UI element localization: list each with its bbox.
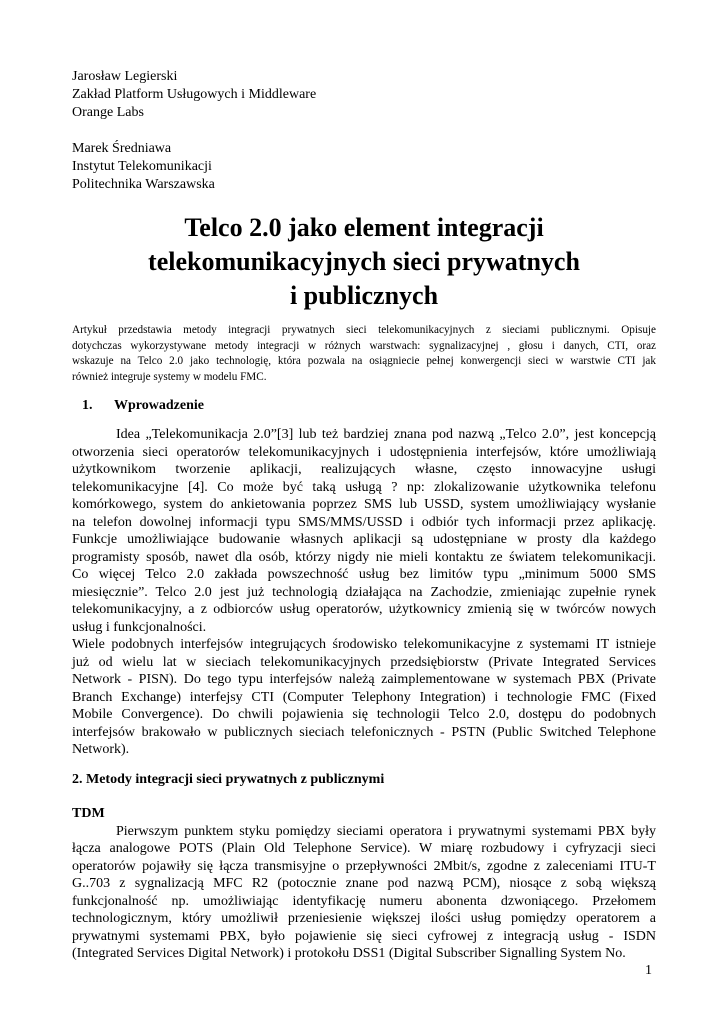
author-block-2 bbox=[72, 140, 656, 194]
paragraph-introduction bbox=[72, 426, 656, 636]
author-organization: Orange Labs bbox=[72, 105, 144, 120]
page-number: 1 bbox=[645, 963, 652, 978]
text-line: programisty sposób, nawet dla osób, którzy nigdy nie mieli kontaktu ze światem telekomunikacji. bbox=[72, 549, 656, 565]
text-line: miesięcznie”. Telco 2.0 jest już technologią działająca na Zachodzie, zmieniając zupełnie rynek bbox=[72, 584, 656, 600]
text-line: użytkownikom tworzenie aplikacji, realizujących własne, często innowacyjne usługi bbox=[72, 462, 656, 477]
section-title: Wprowadzenie bbox=[114, 398, 204, 413]
text-line: telekomunikacyjne [4]. Co może być taką usługą ? np: zlokalizowanie użytkownika telefonu bbox=[72, 479, 656, 495]
author-name: Marek Średniawa bbox=[72, 141, 172, 156]
paragraph-tdm bbox=[72, 823, 656, 963]
text-line: technologicznym, który umożliwił przeniesienie większej ilości usług pomiędzy operatorem a bbox=[72, 911, 656, 926]
text-line: Branch Exchange) interfejsy CTI (Computer Telephony Integration) i technologie FMC (Fixed bbox=[72, 689, 656, 705]
text-line: Network - PISN). Do tego typu interfejsów należą zaimplementowane w systemach PBX (Private bbox=[72, 672, 656, 687]
text-line: operatorów pojawiły się łącza transmisyjne o przepływności 2Mbit/s, zgodne z zaleceniami ITU-T bbox=[72, 858, 656, 874]
section-heading-1 bbox=[82, 397, 656, 415]
abstract-line: również integruje systemy w modelu FMC. bbox=[72, 370, 267, 383]
text-line: Co więcej Telco 2.0 zakłada powszechność usług bez limitów typu „minimum 5000 SMS bbox=[72, 567, 656, 582]
author-affiliation: Instytut Telekomunikacji bbox=[72, 159, 212, 174]
author-name: Jarosław Legierski bbox=[72, 69, 178, 84]
text-line: otworzenia sieci operatorów telekomunikacyjnych i udostępnienia interfejsów, które umożliwiają bbox=[72, 444, 656, 460]
document-title bbox=[72, 211, 656, 313]
author-affiliation: Zakład Platform Usługowych i Middleware bbox=[72, 87, 317, 102]
authors bbox=[72, 68, 656, 194]
abstract-line: dotychczas wykorzystywane metody integracji w różnych warstwach: sygnalizacyjnej , głosu i danych, CTI, oraz bbox=[72, 339, 656, 352]
title-line: telekomunikacyjnych sieci prywatnych bbox=[148, 247, 580, 276]
text-line: Idea „Telekomunikacja 2.0”[3] lub też bardziej znana pod nazwą „Telco 2.0”, jest koncepcją bbox=[116, 427, 656, 442]
abstract-line: wskazuje na Telco 2.0 jako technologię, która pozwala na osiągniecie pełnej konwergencji sieci w warstwie CTI jak bbox=[72, 355, 656, 367]
text-line: łącza analogowe POTS (Plain Old Telephone Service). W miarę rozbudowy i cyfryzacji sieci bbox=[72, 841, 656, 856]
text-line: Pierwszym punktem styku pomiędzy sieciami operatora i prywatnymi systemami PBX były bbox=[116, 823, 656, 839]
text-line: Mobile Convergence). Do chwili pojawienia się technologii Telco 2.0, dostępu do podobnych bbox=[72, 707, 656, 722]
text-line: Wiele podobnych interfejsów integrujących środowisko telekomunikacyjne z systemami IT istnieje bbox=[72, 637, 656, 652]
abstract-line: Artykuł przedstawia metody integracji prywatnych sieci telekomunikacyjnych z sieciami publicznymi. Opisuje bbox=[72, 324, 656, 336]
section-heading-2: 2. Metody integracji sieci prywatnych z publicznymi bbox=[72, 771, 385, 787]
subsection-heading-tdm: TDM bbox=[72, 805, 105, 821]
section-number: 1. bbox=[82, 398, 93, 413]
text-line: interfejsów brakowało w publicznych sieciach telefonicznych - PSTN (Public Switched Telephone bbox=[72, 724, 656, 740]
text-line: na telefon dowolnej informacji typu SMS/MMS/USSD i odbiór tych informacji przez aplikację. bbox=[72, 514, 656, 530]
paragraph-interfaces bbox=[72, 636, 656, 759]
abstract bbox=[72, 323, 656, 385]
title-line: Telco 2.0 jako element integracji bbox=[184, 213, 544, 242]
title-line: i publicznych bbox=[289, 281, 439, 310]
text-line: Funkcje umożliwiające budowanie własnych aplikacji są udostępniane w prosty dla każdego bbox=[72, 532, 656, 547]
text-line: (Integrated Services Digital Network) i protokołu DSS1 (Digital Subscriber Signalling System No. bbox=[72, 946, 626, 961]
author-block-1 bbox=[72, 68, 656, 122]
text-line: telekomunikacyjny, a z odbiorców usług operatorów, użytkownicy zmienią się w twórców nowych bbox=[72, 602, 656, 617]
text-line: usług i funkcjonalności. bbox=[72, 619, 207, 635]
author-organization: Politechnika Warszawska bbox=[72, 177, 215, 192]
text-line: prywatnymi systemami PBX, było pojawienie się sieci cyfrowej z integracją usług - ISDN bbox=[72, 928, 656, 944]
text-line: G..703 z sygnalizacją MFC R2 (potocznie znane pod nazwą PCM), niosące z sobą większą bbox=[72, 876, 656, 891]
text-line: funkcjonalność np. umożliwiając identyfikację numeru abonenta dzwoniącego. Przełomem bbox=[72, 893, 656, 909]
document-page bbox=[72, 68, 656, 963]
text-line: Network). bbox=[72, 742, 130, 757]
text-line: komórkowego, system do ankietowania poprzez SMS lub USSD, system umożliwiający wysłanie bbox=[72, 497, 656, 512]
text-line: już od wielu lat w sieciach telekomunikacyjnych przedsiębiorstw (Private Integrated Services bbox=[72, 654, 656, 670]
